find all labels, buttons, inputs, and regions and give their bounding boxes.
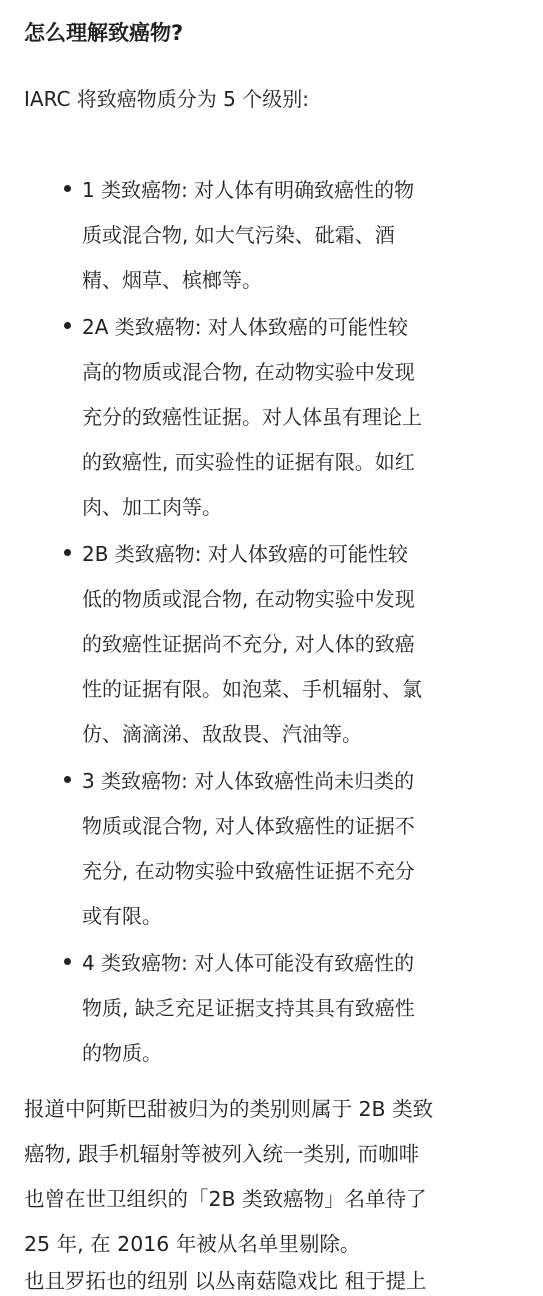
list-item-line: 仿、滴滴涕、敌敌畏、汽油等。 [82,722,362,746]
list-item-group-2a [0,305,543,530]
list-item-line: 的物质。 [82,1041,162,1065]
cut-off-text-line [24,1266,524,1293]
aspartame-paragraph [24,1087,524,1267]
list-item-group-2b [0,532,543,757]
list-item-group-1 [0,168,543,303]
paragraph-line: 也曾在世卫组织的「2B 类致癌物」名单待了 [24,1187,427,1211]
list-item-line: 的致癌性证据尚不充分, 对人体的致癌 [82,632,415,656]
list-item-line: 1 类致癌物: 对人体有明确致癌性的物 [82,178,415,202]
list-item-group-4 [0,941,543,1076]
paragraph-line: 癌物, 跟手机辐射等被列入统一类别, 而咖啡 [24,1142,420,1166]
list-item-group-3 [0,759,543,939]
list-item-line: 2A 类致癌物: 对人体致癌的可能性较 [82,315,408,339]
list-item-line: 肉、加工肉等。 [82,495,222,519]
list-item-line: 或有限。 [82,904,162,928]
list-item-line: 物质, 缺乏充足证据支持其具有致癌性 [82,996,415,1020]
list-item-line: 低的物质或混合物, 在动物实验中发现 [82,587,415,611]
bullet-dot-icon [64,958,71,965]
paragraph-line: 报道中阿斯巴甜被归为的类别则属于 2B 类致 [24,1097,434,1121]
list-item-line: 性的证据有限。如泡菜、手机辐射、氯 [82,677,422,701]
section-heading: 怎么理解致癌物? [24,21,184,45]
cut-off-text: 也且罗拓也的纽别 以丛南菇隐戏比 租于提上 [24,1269,427,1293]
list-item-line: 的致癌性, 而实验性的证据有限。如红 [82,450,415,474]
bullet-dot-icon [64,776,71,783]
bullet-dot-icon [64,322,71,329]
bullet-dot-icon [64,185,71,192]
list-item-line: 质或混合物, 如大气污染、砒霜、酒 [82,223,395,247]
paragraph-line: 25 年, 在 2016 年被从名单里剔除。 [24,1232,361,1256]
carcinogen-category-list [0,168,543,1078]
list-item-line: 高的物质或混合物, 在动物实验中发现 [82,360,415,384]
list-item-line: 4 类致癌物: 对人体可能没有致癌性的 [82,951,415,975]
list-item-line: 充分的致癌性证据。对人体虽有理论上 [82,405,422,429]
list-item-line: 物质或混合物, 对人体致癌性的证据不 [82,814,415,838]
intro-text: IARC 将致癌物质分为 5 个级别: [24,87,309,111]
list-item-line: 2B 类致癌物: 对人体致癌的可能性较 [82,542,408,566]
bullet-dot-icon [64,549,71,556]
list-item-line: 3 类致癌物: 对人体致癌性尚未归类的 [82,769,415,793]
list-item-line: 精、烟草、槟榔等。 [82,268,262,292]
list-item-line: 充分, 在动物实验中致癌性证据不充分 [82,859,415,883]
